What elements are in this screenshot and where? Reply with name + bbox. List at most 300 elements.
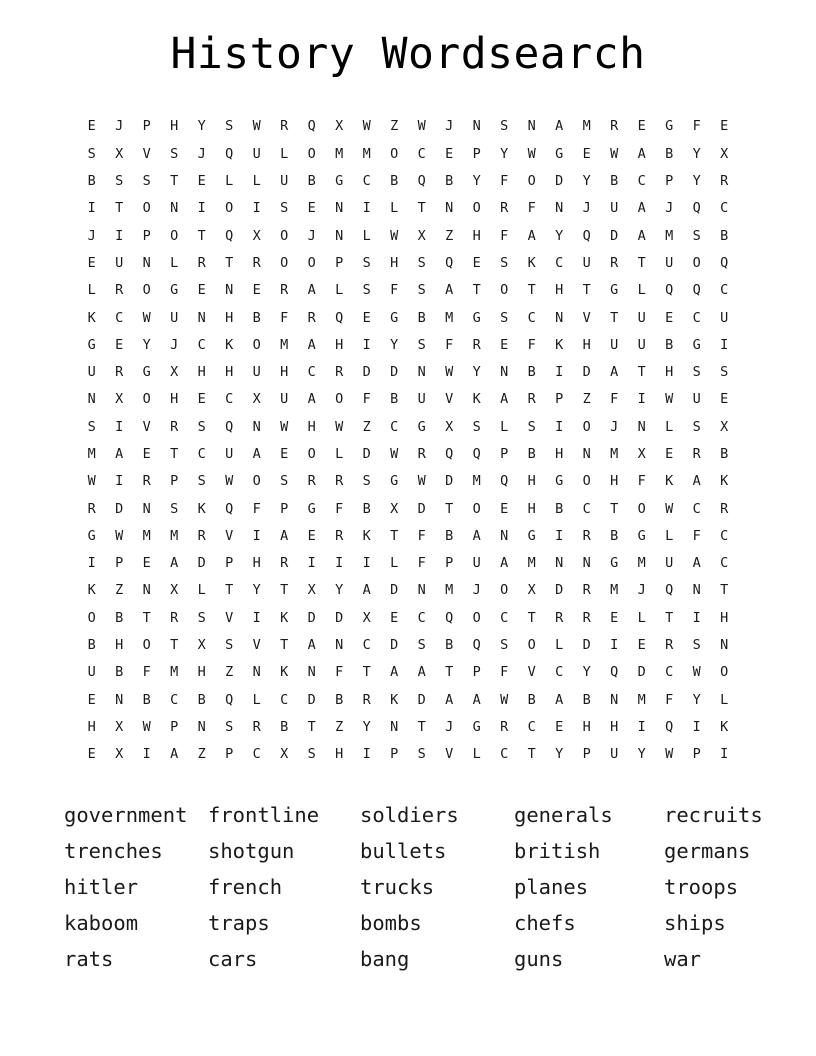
letter-cell[interactable]: M [335, 145, 344, 162]
letter-cell[interactable]: A [637, 145, 646, 162]
letter-cell[interactable]: R [307, 309, 316, 326]
letter-cell[interactable]: R [417, 446, 426, 462]
letter-cell[interactable]: O [390, 145, 399, 162]
letter-cell[interactable]: Y [637, 746, 646, 763]
letter-cell[interactable]: U [610, 746, 619, 763]
letter-cell[interactable]: I [252, 609, 261, 626]
letter-cell[interactable]: H [582, 718, 591, 735]
letter-cell[interactable]: N [197, 718, 206, 735]
letter-cell[interactable]: J [197, 145, 206, 162]
letter-cell[interactable]: G [610, 555, 619, 572]
letter-cell[interactable]: P [665, 173, 674, 190]
letter-cell[interactable]: D [197, 555, 206, 572]
letter-cell[interactable]: U [252, 364, 261, 381]
letter-cell[interactable]: S [87, 145, 96, 162]
word-list-item[interactable]: recruits [664, 802, 763, 827]
letter-cell[interactable]: G [142, 364, 151, 381]
letter-cell[interactable]: K [527, 254, 536, 271]
letter-cell[interactable]: T [445, 500, 454, 517]
letter-cell[interactable]: B [390, 391, 399, 408]
letter-cell[interactable]: Q [445, 446, 454, 462]
letter-cell[interactable]: S [417, 254, 426, 271]
letter-cell[interactable]: F [280, 309, 289, 326]
letter-cell[interactable]: P [472, 664, 481, 681]
letter-cell[interactable]: F [692, 527, 701, 544]
letter-cell[interactable]: S [692, 364, 701, 381]
letter-cell[interactable]: R [142, 473, 151, 490]
letter-cell[interactable]: C [225, 391, 234, 408]
letter-cell[interactable]: Q [225, 145, 234, 162]
letter-cell[interactable]: P [500, 446, 509, 462]
letter-cell[interactable]: T [170, 173, 179, 190]
letter-cell[interactable]: H [280, 364, 289, 381]
letter-cell[interactable]: S [115, 173, 124, 190]
letter-cell[interactable]: S [500, 309, 509, 326]
letter-cell[interactable]: F [335, 664, 344, 681]
letter-cell[interactable]: E [445, 145, 454, 162]
letter-cell[interactable]: N [252, 418, 261, 435]
letter-cell[interactable]: H [390, 254, 399, 271]
letter-cell[interactable]: H [720, 609, 729, 626]
letter-cell[interactable]: U [472, 555, 481, 572]
letter-cell[interactable]: A [555, 691, 564, 708]
letter-cell[interactable]: I [362, 746, 371, 763]
letter-cell[interactable]: L [280, 145, 289, 162]
word-list-item[interactable]: trucks [360, 874, 435, 899]
letter-cell[interactable]: P [555, 391, 564, 408]
letter-cell[interactable]: A [637, 227, 646, 244]
letter-cell[interactable]: J [445, 718, 454, 735]
letter-cell[interactable]: Y [197, 118, 206, 135]
letter-cell[interactable]: R [252, 254, 261, 271]
letter-cell[interactable]: A [527, 227, 536, 244]
letter-cell[interactable]: A [692, 555, 701, 572]
letter-cell[interactable]: T [527, 282, 536, 299]
letter-cell[interactable]: C [665, 664, 674, 681]
letter-cell[interactable]: C [362, 637, 371, 654]
letter-cell[interactable]: C [307, 364, 316, 381]
letter-cell[interactable]: K [390, 691, 399, 708]
letter-cell[interactable]: P [472, 145, 481, 162]
letter-cell[interactable]: S [417, 637, 426, 654]
letter-cell[interactable]: R [307, 473, 316, 490]
letter-cell[interactable]: U [692, 391, 701, 408]
letter-cell[interactable]: R [335, 527, 344, 544]
letter-cell[interactable]: R [720, 500, 729, 517]
letter-cell[interactable]: E [197, 282, 206, 299]
letter-cell[interactable]: U [637, 336, 646, 353]
letter-cell[interactable]: A [445, 691, 454, 708]
letter-cell[interactable]: D [610, 227, 619, 244]
letter-cell[interactable]: Q [692, 200, 701, 217]
letter-cell[interactable]: F [500, 664, 509, 681]
letter-cell[interactable]: O [280, 254, 289, 271]
letter-cell[interactable]: G [87, 527, 96, 544]
letter-cell[interactable]: C [280, 691, 289, 708]
letter-cell[interactable]: K [720, 473, 729, 490]
letter-cell[interactable]: C [527, 309, 536, 326]
letter-cell[interactable]: M [610, 446, 619, 462]
letter-cell[interactable]: I [115, 227, 124, 244]
letter-cell[interactable]: L [637, 609, 646, 626]
letter-cell[interactable]: S [692, 418, 701, 435]
letter-cell[interactable]: D [417, 500, 426, 517]
letter-cell[interactable]: L [665, 418, 674, 435]
letter-cell[interactable]: X [335, 118, 344, 135]
letter-cell[interactable]: H [170, 391, 179, 408]
letter-cell[interactable]: X [390, 500, 399, 517]
letter-cell[interactable]: C [500, 609, 509, 626]
letter-cell[interactable]: S [225, 718, 234, 735]
letter-cell[interactable]: U [582, 254, 591, 271]
letter-cell[interactable]: W [610, 145, 619, 162]
letter-cell[interactable]: I [87, 555, 96, 572]
letter-cell[interactable]: N [555, 309, 564, 326]
letter-cell[interactable]: B [665, 145, 674, 162]
letter-cell[interactable]: B [335, 691, 344, 708]
letter-cell[interactable]: H [252, 555, 261, 572]
letter-cell[interactable]: U [665, 555, 674, 572]
letter-cell[interactable]: G [417, 418, 426, 435]
letter-cell[interactable]: O [142, 637, 151, 654]
letter-cell[interactable]: S [692, 637, 701, 654]
letter-cell[interactable]: F [610, 391, 619, 408]
letter-cell[interactable]: G [472, 718, 481, 735]
letter-cell[interactable]: L [555, 637, 564, 654]
letter-cell[interactable]: R [472, 336, 481, 353]
letter-cell[interactable]: B [665, 336, 674, 353]
letter-cell[interactable]: T [307, 718, 316, 735]
letter-cell[interactable]: P [335, 254, 344, 271]
letter-cell[interactable]: R [87, 500, 96, 517]
letter-cell[interactable]: D [417, 691, 426, 708]
letter-cell[interactable]: R [720, 173, 729, 190]
letter-cell[interactable]: T [115, 200, 124, 217]
letter-cell[interactable]: O [307, 254, 316, 271]
letter-cell[interactable]: S [500, 118, 509, 135]
letter-cell[interactable]: Z [115, 582, 124, 599]
letter-cell[interactable]: U [252, 145, 261, 162]
letter-cell[interactable]: C [170, 691, 179, 708]
letter-cell[interactable]: Q [720, 254, 729, 271]
letter-cell[interactable]: R [692, 446, 701, 462]
letter-cell[interactable]: C [197, 446, 206, 462]
letter-cell[interactable]: Q [472, 446, 481, 462]
letter-cell[interactable]: L [665, 527, 674, 544]
letter-cell[interactable]: T [610, 500, 619, 517]
letter-cell[interactable]: W [280, 418, 289, 435]
letter-cell[interactable]: S [362, 254, 371, 271]
letter-cell[interactable]: D [637, 664, 646, 681]
letter-cell[interactable]: N [445, 200, 454, 217]
letter-cell[interactable]: R [582, 527, 591, 544]
letter-cell[interactable]: E [472, 254, 481, 271]
letter-cell[interactable]: T [472, 282, 481, 299]
letter-cell[interactable]: E [87, 691, 96, 708]
letter-cell[interactable]: W [87, 473, 96, 490]
letter-cell[interactable]: W [692, 664, 701, 681]
letter-cell[interactable]: W [665, 500, 674, 517]
letter-cell[interactable]: S [417, 746, 426, 763]
letter-cell[interactable]: F [252, 500, 261, 517]
letter-cell[interactable]: Q [225, 418, 234, 435]
letter-cell[interactable]: L [500, 418, 509, 435]
letter-cell[interactable]: X [720, 145, 729, 162]
letter-cell[interactable]: F [500, 227, 509, 244]
letter-cell[interactable]: N [637, 418, 646, 435]
letter-cell[interactable]: V [445, 391, 454, 408]
letter-cell[interactable]: F [637, 473, 646, 490]
letter-cell[interactable]: S [417, 282, 426, 299]
letter-cell[interactable]: E [87, 254, 96, 271]
letter-cell[interactable]: C [692, 309, 701, 326]
letter-cell[interactable]: T [170, 637, 179, 654]
letter-cell[interactable]: I [362, 336, 371, 353]
letter-cell[interactable]: S [472, 418, 481, 435]
letter-cell[interactable]: J [445, 118, 454, 135]
letter-cell[interactable]: E [87, 118, 96, 135]
letter-cell[interactable]: L [637, 282, 646, 299]
letter-cell[interactable]: D [445, 473, 454, 490]
letter-cell[interactable]: Z [582, 391, 591, 408]
letter-cell[interactable]: T [720, 582, 729, 599]
word-list-item[interactable]: chefs [514, 910, 576, 935]
word-list-item[interactable]: guns [514, 946, 564, 971]
letter-cell[interactable]: O [225, 200, 234, 217]
letter-cell[interactable]: A [280, 527, 289, 544]
letter-cell[interactable]: E [307, 527, 316, 544]
letter-cell[interactable]: S [417, 336, 426, 353]
letter-cell[interactable]: R [280, 282, 289, 299]
letter-cell[interactable]: E [362, 309, 371, 326]
letter-cell[interactable]: O [252, 473, 261, 490]
letter-cell[interactable]: N [610, 691, 619, 708]
letter-cell[interactable]: A [307, 336, 316, 353]
letter-cell[interactable]: L [362, 227, 371, 244]
letter-cell[interactable]: G [555, 145, 564, 162]
letter-cell[interactable]: E [142, 446, 151, 462]
letter-cell[interactable]: P [142, 118, 151, 135]
letter-cell[interactable]: E [665, 309, 674, 326]
letter-cell[interactable]: B [197, 691, 206, 708]
letter-cell[interactable]: I [307, 555, 316, 572]
letter-cell[interactable]: H [335, 336, 344, 353]
letter-cell[interactable]: W [142, 718, 151, 735]
letter-cell[interactable]: C [720, 282, 729, 299]
letter-cell[interactable]: L [390, 200, 399, 217]
letter-cell[interactable]: B [390, 173, 399, 190]
letter-cell[interactable]: R [555, 609, 564, 626]
letter-cell[interactable]: O [252, 336, 261, 353]
letter-cell[interactable]: R [335, 364, 344, 381]
letter-cell[interactable]: N [582, 555, 591, 572]
letter-cell[interactable]: E [637, 637, 646, 654]
letter-cell[interactable]: F [665, 691, 674, 708]
letter-cell[interactable]: O [582, 418, 591, 435]
letter-cell[interactable]: Q [225, 227, 234, 244]
letter-cell[interactable]: U [720, 309, 729, 326]
letter-cell[interactable]: E [720, 391, 729, 408]
word-list-item[interactable]: french [208, 874, 283, 899]
letter-cell[interactable]: T [197, 227, 206, 244]
letter-cell[interactable]: K [280, 609, 289, 626]
letter-cell[interactable]: U [115, 254, 124, 271]
letter-cell[interactable]: N [555, 555, 564, 572]
letter-cell[interactable]: H [527, 473, 536, 490]
letter-cell[interactable]: A [472, 527, 481, 544]
letter-cell[interactable]: K [720, 718, 729, 735]
letter-cell[interactable]: N [142, 254, 151, 271]
letter-cell[interactable]: G [637, 527, 646, 544]
letter-cell[interactable]: V [445, 746, 454, 763]
letter-cell[interactable]: N [417, 582, 426, 599]
letter-cell[interactable]: E [142, 555, 151, 572]
letter-cell[interactable]: B [582, 691, 591, 708]
letter-cell[interactable]: I [555, 527, 564, 544]
letter-cell[interactable]: Y [362, 718, 371, 735]
letter-cell[interactable]: T [362, 664, 371, 681]
letter-cell[interactable]: H [115, 637, 124, 654]
letter-cell[interactable]: G [555, 473, 564, 490]
letter-cell[interactable]: N [500, 527, 509, 544]
letter-cell[interactable]: D [582, 637, 591, 654]
letter-cell[interactable]: X [170, 364, 179, 381]
word-list-item[interactable]: trenches [64, 838, 163, 863]
letter-cell[interactable]: A [307, 282, 316, 299]
word-list-item[interactable]: shotgun [208, 838, 295, 863]
letter-cell[interactable]: B [555, 500, 564, 517]
letter-cell[interactable]: L [225, 173, 234, 190]
letter-cell[interactable]: W [665, 746, 674, 763]
letter-cell[interactable]: Y [582, 173, 591, 190]
letter-cell[interactable]: O [692, 254, 701, 271]
letter-cell[interactable]: C [417, 145, 426, 162]
letter-cell[interactable]: Y [582, 664, 591, 681]
letter-cell[interactable]: T [417, 718, 426, 735]
letter-cell[interactable]: L [720, 691, 729, 708]
letter-cell[interactable]: T [280, 637, 289, 654]
letter-cell[interactable]: W [500, 691, 509, 708]
letter-cell[interactable]: Q [665, 718, 674, 735]
letter-cell[interactable]: L [170, 254, 179, 271]
letter-cell[interactable]: E [252, 282, 261, 299]
letter-cell[interactable]: S [307, 746, 316, 763]
letter-cell[interactable]: D [307, 609, 316, 626]
letter-cell[interactable]: S [720, 364, 729, 381]
letter-cell[interactable]: C [362, 173, 371, 190]
letter-cell[interactable]: S [500, 254, 509, 271]
letter-cell[interactable]: L [472, 746, 481, 763]
letter-cell[interactable]: Z [335, 718, 344, 735]
letter-cell[interactable]: J [170, 336, 179, 353]
letter-cell[interactable]: P [280, 500, 289, 517]
letter-cell[interactable]: N [720, 637, 729, 654]
letter-cell[interactable]: G [527, 527, 536, 544]
letter-cell[interactable]: M [637, 555, 646, 572]
letter-cell[interactable]: I [115, 418, 124, 435]
letter-cell[interactable]: R [582, 609, 591, 626]
letter-cell[interactable]: I [362, 200, 371, 217]
letter-cell[interactable]: E [197, 173, 206, 190]
letter-cell[interactable]: N [417, 364, 426, 381]
letter-cell[interactable]: V [142, 418, 151, 435]
letter-cell[interactable]: H [307, 418, 316, 435]
letter-cell[interactable]: U [417, 391, 426, 408]
letter-cell[interactable]: U [280, 173, 289, 190]
letter-cell[interactable]: S [197, 418, 206, 435]
word-list-item[interactable]: soldiers [360, 802, 459, 827]
letter-cell[interactable]: S [500, 637, 509, 654]
letter-cell[interactable]: E [87, 746, 96, 763]
letter-cell[interactable]: W [390, 227, 399, 244]
letter-cell[interactable]: H [555, 282, 564, 299]
letter-cell[interactable]: J [665, 200, 674, 217]
letter-cell[interactable]: N [527, 118, 536, 135]
letter-cell[interactable]: C [582, 500, 591, 517]
letter-cell[interactable]: U [610, 336, 619, 353]
letter-cell[interactable]: Y [390, 336, 399, 353]
letter-cell[interactable]: Y [472, 173, 481, 190]
letter-cell[interactable]: C [692, 500, 701, 517]
letter-cell[interactable]: H [170, 118, 179, 135]
letter-cell[interactable]: N [225, 282, 234, 299]
word-list-item[interactable]: generals [514, 802, 613, 827]
letter-cell[interactable]: I [197, 200, 206, 217]
letter-cell[interactable]: M [170, 664, 179, 681]
letter-cell[interactable]: Z [362, 418, 371, 435]
letter-cell[interactable]: N [197, 309, 206, 326]
letter-cell[interactable]: J [115, 118, 124, 135]
letter-cell[interactable]: S [170, 500, 179, 517]
letter-cell[interactable]: B [417, 309, 426, 326]
letter-cell[interactable]: A [170, 555, 179, 572]
letter-cell[interactable]: F [362, 391, 371, 408]
letter-cell[interactable]: V [252, 637, 261, 654]
letter-cell[interactable]: O [500, 582, 509, 599]
letter-cell[interactable]: C [555, 254, 564, 271]
letter-cell[interactable]: C [115, 309, 124, 326]
letter-cell[interactable]: D [115, 500, 124, 517]
letter-cell[interactable]: K [225, 336, 234, 353]
letter-cell[interactable]: V [142, 145, 151, 162]
letter-cell[interactable]: W [142, 309, 151, 326]
letter-cell[interactable]: D [390, 637, 399, 654]
word-list-item[interactable]: frontline [208, 802, 320, 827]
letter-cell[interactable]: C [555, 664, 564, 681]
letter-cell[interactable]: O [335, 391, 344, 408]
letter-cell[interactable]: W [362, 118, 371, 135]
letter-cell[interactable]: A [500, 555, 509, 572]
letter-cell[interactable]: K [87, 582, 96, 599]
letter-cell[interactable]: R [280, 555, 289, 572]
letter-cell[interactable]: M [362, 145, 371, 162]
letter-cell[interactable]: K [197, 500, 206, 517]
letter-cell[interactable]: M [637, 691, 646, 708]
letter-cell[interactable]: M [610, 582, 619, 599]
letter-cell[interactable]: X [280, 746, 289, 763]
word-list-item[interactable]: traps [208, 910, 270, 935]
letter-cell[interactable]: T [527, 746, 536, 763]
letter-cell[interactable]: R [582, 582, 591, 599]
word-list-item[interactable]: british [514, 838, 601, 863]
word-list-item[interactable]: rats [64, 946, 114, 971]
letter-cell[interactable]: O [307, 145, 316, 162]
letter-cell[interactable]: W [417, 118, 426, 135]
letter-cell[interactable]: Y [692, 145, 701, 162]
letter-cell[interactable]: P [445, 555, 454, 572]
word-list-item[interactable]: kaboom [64, 910, 139, 935]
letter-cell[interactable]: J [637, 582, 646, 599]
